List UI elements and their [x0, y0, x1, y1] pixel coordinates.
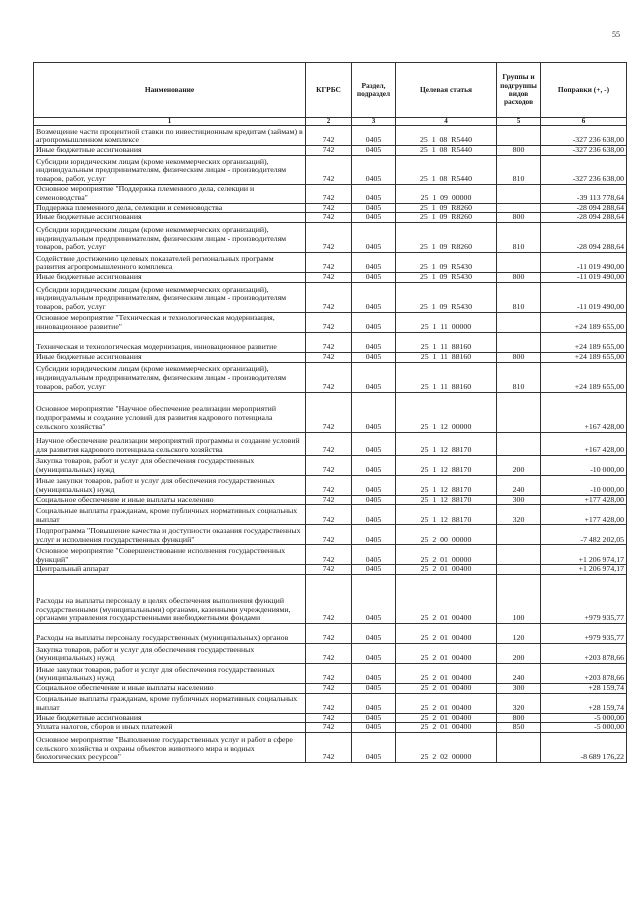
cell-name: Иные бюджетные ассигнования — [34, 213, 306, 223]
cell-kgrbs: 742 — [306, 253, 352, 273]
cell-expense-type: 240 — [497, 475, 541, 495]
cell-kgrbs: 742 — [306, 282, 352, 312]
table-row — [34, 624, 627, 644]
cell-item: 25 1 12 88170 — [396, 495, 497, 505]
cell-kgrbs: 742 — [306, 505, 352, 525]
table-body — [34, 126, 627, 763]
table-row — [34, 273, 627, 283]
cell-section: 0405 — [352, 713, 396, 723]
table-row — [34, 505, 627, 525]
cell-name: Иные бюджетные ассигнования — [34, 273, 306, 283]
cell-item: 25 1 08 R5440 — [396, 146, 497, 156]
cell-section: 0405 — [352, 565, 396, 575]
table-row — [34, 155, 627, 184]
cell-amendment: -11 019 490,00 — [541, 253, 627, 273]
table-row — [34, 184, 627, 203]
cell-expense-type: 320 — [497, 505, 541, 525]
cell-item: 25 1 08 R5440 — [396, 155, 497, 184]
table-row — [34, 693, 627, 713]
cell-item: 25 2 01 00400 — [396, 624, 497, 644]
cell-name: Основное мероприятие "Научное обеспечение реализации мероприятий подпрограммы и создание условий для развития кадрового потенциала сельского хозяйства" — [34, 392, 306, 432]
cell-section: 0405 — [352, 282, 396, 312]
cell-section: 0405 — [352, 352, 396, 362]
table-row — [34, 525, 627, 545]
cell-amendment: -327 236 638,00 — [541, 146, 627, 156]
table-row — [34, 575, 627, 624]
cell-amendment: +1 206 974,17 — [541, 545, 627, 565]
cell-expense-type: 200 — [497, 644, 541, 664]
cell-kgrbs: 742 — [306, 624, 352, 644]
cell-section: 0405 — [352, 362, 396, 392]
cell-item: 25 2 00 00000 — [396, 525, 497, 545]
cell-amendment: +177 428,00 — [541, 505, 627, 525]
cell-name: Основное мероприятие "Техническая и технологическая модернизация, инновационное развитие" — [34, 312, 306, 332]
table-row — [34, 664, 627, 684]
cell-expense-type — [497, 525, 541, 545]
cell-amendment: +167 428,00 — [541, 432, 627, 455]
table-row — [34, 545, 627, 565]
cell-item: 25 2 02 00000 — [396, 733, 497, 763]
table-row — [34, 455, 627, 475]
cell-section: 0405 — [352, 575, 396, 624]
cell-expense-type — [497, 332, 541, 352]
cell-name: Социальное обеспечение и иные выплаты населению — [34, 684, 306, 694]
cell-kgrbs: 742 — [306, 733, 352, 763]
cell-item: 25 2 01 00400 — [396, 713, 497, 723]
cell-name: Основное мероприятие "Выполнение государственных услуг и работ в сфере сельского хозяйства и охраны объектов животного мира и водных биологических ресурсов" — [34, 733, 306, 763]
cell-section: 0405 — [352, 155, 396, 184]
cell-amendment: -39 113 778,64 — [541, 184, 627, 203]
cell-item: 25 1 12 88170 — [396, 475, 497, 495]
cell-name: Техническая и технологическая модернизация, инновационное развитие — [34, 332, 306, 352]
cell-expense-type — [497, 432, 541, 455]
cell-kgrbs: 742 — [306, 565, 352, 575]
cell-name: Субсидии юридическим лицам (кроме некоммерческих организаций), индивидуальным предпринимателям, физическим лицам - производителям товаров, работ, услуг — [34, 282, 306, 312]
cell-name: Основное мероприятие "Совершенствование исполнения государственных функций" — [34, 545, 306, 565]
cell-amendment: -8 689 176,22 — [541, 733, 627, 763]
cell-name: Возмещение части процентной ставки по инвестиционным кредитам (займам) в агропромышленном комплексе — [34, 126, 306, 146]
cell-section: 0405 — [352, 644, 396, 664]
header-name: Наименование — [34, 63, 306, 118]
table-row — [34, 332, 627, 352]
cell-amendment: +203 878,66 — [541, 664, 627, 684]
cell-expense-type — [497, 312, 541, 332]
cell-name: Научное обеспечение реализации мероприятий программы и создание условий для развития кадрового потенциала сельского хозяйства — [34, 432, 306, 455]
cell-amendment: -10 000,00 — [541, 455, 627, 475]
cell-kgrbs: 742 — [306, 223, 352, 253]
cell-section: 0405 — [352, 693, 396, 713]
cell-item: 25 1 09 R5430 — [396, 273, 497, 283]
cell-amendment: -7 482 202,05 — [541, 525, 627, 545]
cell-name: Закупка товаров, работ и услуг для обеспечения государственных (муниципальных) нужд — [34, 644, 306, 664]
cell-amendment: +177 428,00 — [541, 495, 627, 505]
cell-item: 25 1 12 00000 — [396, 392, 497, 432]
cell-section: 0405 — [352, 432, 396, 455]
cell-amendment: -28 094 288,64 — [541, 223, 627, 253]
col-number: 2 — [306, 118, 352, 126]
cell-section: 0405 — [352, 684, 396, 694]
cell-section: 0405 — [352, 213, 396, 223]
cell-name: Уплата налогов, сборов и иных платежей — [34, 723, 306, 733]
cell-amendment: +28 159,74 — [541, 693, 627, 713]
cell-amendment: -5 000,00 — [541, 723, 627, 733]
cell-amendment: +167 428,00 — [541, 392, 627, 432]
column-number-row — [34, 118, 627, 126]
table-row — [34, 684, 627, 694]
cell-item: 25 1 09 R8260 — [396, 213, 497, 223]
cell-kgrbs: 742 — [306, 495, 352, 505]
table-row — [34, 146, 627, 156]
cell-expense-type — [497, 184, 541, 203]
cell-amendment: +24 189 655,00 — [541, 362, 627, 392]
cell-kgrbs: 742 — [306, 203, 352, 213]
cell-item: 25 1 11 88160 — [396, 332, 497, 352]
cell-amendment: +1 206 974,17 — [541, 565, 627, 575]
cell-name: Расходы на выплаты персоналу государственных (муниципальных) органов — [34, 624, 306, 644]
cell-item: 25 1 08 R5440 — [396, 126, 497, 146]
cell-item: 25 1 09 R8260 — [396, 203, 497, 213]
cell-item: 25 1 11 88160 — [396, 352, 497, 362]
cell-name: Социальные выплаты гражданам, кроме публичных нормативных социальных выплат — [34, 693, 306, 713]
cell-kgrbs: 742 — [306, 146, 352, 156]
cell-amendment: +24 189 655,00 — [541, 332, 627, 352]
cell-item: 25 1 12 88170 — [396, 432, 497, 455]
cell-expense-type — [497, 253, 541, 273]
cell-expense-type: 320 — [497, 693, 541, 713]
cell-item: 25 2 01 00400 — [396, 575, 497, 624]
cell-kgrbs: 742 — [306, 664, 352, 684]
cell-amendment: -327 236 638,00 — [541, 155, 627, 184]
cell-amendment: +28 159,74 — [541, 684, 627, 694]
cell-name: Иные закупки товаров, работ и услуг для обеспечения государственных (муниципальных) нужд — [34, 664, 306, 684]
cell-amendment: -28 094 288,64 — [541, 213, 627, 223]
cell-name: Иные бюджетные ассигнования — [34, 146, 306, 156]
cell-name: Центральный аппарат — [34, 565, 306, 575]
cell-expense-type: 800 — [497, 273, 541, 283]
col-number: 5 — [497, 118, 541, 126]
cell-name: Поддержка племенного дела, селекции и семеноводства — [34, 203, 306, 213]
cell-expense-type — [497, 733, 541, 763]
cell-amendment: +979 935,77 — [541, 624, 627, 644]
table-row — [34, 282, 627, 312]
cell-expense-type: 100 — [497, 575, 541, 624]
cell-section: 0405 — [352, 733, 396, 763]
cell-section: 0405 — [352, 146, 396, 156]
cell-amendment: -5 000,00 — [541, 713, 627, 723]
cell-kgrbs: 742 — [306, 475, 352, 495]
cell-name: Содействие достижению целевых показателей региональных программ развития агропромышленного комплекса — [34, 253, 306, 273]
cell-item: 25 1 11 00000 — [396, 312, 497, 332]
cell-amendment: -11 019 490,00 — [541, 273, 627, 283]
cell-expense-type: 810 — [497, 362, 541, 392]
cell-expense-type: 810 — [497, 223, 541, 253]
cell-kgrbs: 742 — [306, 713, 352, 723]
cell-amendment: -11 019 490,00 — [541, 282, 627, 312]
cell-item: 25 1 09 R5430 — [396, 282, 497, 312]
cell-amendment: -327 236 638,00 — [541, 126, 627, 146]
cell-item: 25 1 09 R8260 — [396, 223, 497, 253]
cell-name: Закупка товаров, работ и услуг для обеспечения государственных (муниципальных) нужд — [34, 455, 306, 475]
cell-item: 25 1 09 00000 — [396, 184, 497, 203]
cell-section: 0405 — [352, 525, 396, 545]
table-row — [34, 495, 627, 505]
cell-section: 0405 — [352, 126, 396, 146]
cell-section: 0405 — [352, 545, 396, 565]
cell-name: Подпрограмма "Повышение качества и доступности оказания государственных услуг и исполнения государственных функций" — [34, 525, 306, 545]
cell-section: 0405 — [352, 312, 396, 332]
cell-kgrbs: 742 — [306, 184, 352, 203]
cell-item: 25 2 01 00400 — [396, 693, 497, 713]
cell-item: 25 2 01 00400 — [396, 565, 497, 575]
col-number: 3 — [352, 118, 396, 126]
cell-kgrbs: 742 — [306, 723, 352, 733]
cell-kgrbs: 742 — [306, 545, 352, 565]
cell-amendment: +979 935,77 — [541, 575, 627, 624]
table-row — [34, 312, 627, 332]
cell-amendment: +203 878,66 — [541, 644, 627, 664]
cell-item: 25 1 12 88170 — [396, 505, 497, 525]
cell-item: 25 2 01 00400 — [396, 664, 497, 684]
table-row — [34, 733, 627, 763]
cell-expense-type: 240 — [497, 664, 541, 684]
cell-expense-type: 800 — [497, 352, 541, 362]
cell-item: 25 2 01 00000 — [396, 545, 497, 565]
col-number: 1 — [34, 118, 306, 126]
cell-kgrbs: 742 — [306, 155, 352, 184]
cell-item: 25 2 01 00400 — [396, 723, 497, 733]
table-row — [34, 644, 627, 664]
cell-expense-type: 200 — [497, 455, 541, 475]
table-row — [34, 723, 627, 733]
cell-kgrbs: 742 — [306, 432, 352, 455]
cell-section: 0405 — [352, 495, 396, 505]
cell-name: Расходы на выплаты персоналу в целях обеспечения выполнения функций государственными (муниципальными) органами, казенными учреждениями, органами управления государственными внебюджетными фондами — [34, 575, 306, 624]
cell-section: 0405 — [352, 505, 396, 525]
cell-name: Социальное обеспечение и иные выплаты населению — [34, 495, 306, 505]
cell-kgrbs: 742 — [306, 644, 352, 664]
cell-expense-type: 810 — [497, 282, 541, 312]
cell-amendment: +24 189 655,00 — [541, 352, 627, 362]
header-group: Группы и подгруппы видов расходов — [497, 63, 541, 118]
cell-section: 0405 — [352, 392, 396, 432]
cell-kgrbs: 742 — [306, 312, 352, 332]
table-row — [34, 223, 627, 253]
cell-expense-type: 300 — [497, 684, 541, 694]
cell-kgrbs: 742 — [306, 332, 352, 352]
table-row — [34, 253, 627, 273]
cell-section: 0405 — [352, 475, 396, 495]
cell-kgrbs: 742 — [306, 455, 352, 475]
cell-kgrbs: 742 — [306, 684, 352, 694]
cell-amendment: -28 094 288,64 — [541, 203, 627, 213]
cell-section: 0405 — [352, 664, 396, 684]
cell-expense-type: 800 — [497, 146, 541, 156]
cell-section: 0405 — [352, 223, 396, 253]
cell-item: 25 2 01 00400 — [396, 644, 497, 664]
cell-section: 0405 — [352, 253, 396, 273]
header-section: Раздел, подраздел — [352, 63, 396, 118]
table-row — [34, 565, 627, 575]
cell-name: Основное мероприятие "Поддержка племенного дела, селекции и семеноводства" — [34, 184, 306, 203]
cell-section: 0405 — [352, 624, 396, 644]
header-kgrbs: КГРБС — [306, 63, 352, 118]
cell-expense-type: 800 — [497, 213, 541, 223]
table-row — [34, 362, 627, 392]
cell-amendment: +24 189 655,00 — [541, 312, 627, 332]
cell-name: Субсидии юридическим лицам (кроме некоммерческих организаций), индивидуальным предпринимателям, физическим лицам - производителям товаров, работ, услуг — [34, 155, 306, 184]
table-row — [34, 126, 627, 146]
cell-kgrbs: 742 — [306, 525, 352, 545]
page-number: 55 — [612, 30, 620, 39]
cell-expense-type: 850 — [497, 723, 541, 733]
cell-item: 25 1 12 88170 — [396, 455, 497, 475]
cell-expense-type — [497, 545, 541, 565]
cell-section: 0405 — [352, 723, 396, 733]
table-row — [34, 352, 627, 362]
cell-kgrbs: 742 — [306, 352, 352, 362]
col-number: 4 — [396, 118, 497, 126]
cell-name: Иные закупки товаров, работ и услуг для обеспечения государственных (муниципальных) нужд — [34, 475, 306, 495]
cell-item: 25 1 11 88160 — [396, 362, 497, 392]
cell-kgrbs: 742 — [306, 392, 352, 432]
cell-item: 25 2 01 00400 — [396, 684, 497, 694]
cell-expense-type — [497, 392, 541, 432]
cell-name: Субсидии юридическим лицам (кроме некоммерческих организаций), индивидуальным предпринимателям, физическим лицам - производителям товаров, работ, услуг — [34, 223, 306, 253]
cell-name: Социальные выплаты гражданам, кроме публичных нормативных социальных выплат — [34, 505, 306, 525]
cell-name: Иные бюджетные ассигнования — [34, 352, 306, 362]
cell-item: 25 1 09 R5430 — [396, 253, 497, 273]
cell-section: 0405 — [352, 273, 396, 283]
cell-section: 0405 — [352, 203, 396, 213]
cell-section: 0405 — [352, 184, 396, 203]
cell-expense-type: 120 — [497, 624, 541, 644]
cell-name: Субсидии юридическим лицам (кроме некоммерческих организаций), индивидуальным предпринимателям, физическим лицам - производителям товаров, работ, услуг — [34, 362, 306, 392]
cell-section: 0405 — [352, 332, 396, 352]
cell-expense-type: 800 — [497, 713, 541, 723]
cell-section: 0405 — [352, 455, 396, 475]
table-row — [34, 432, 627, 455]
cell-expense-type — [497, 565, 541, 575]
header-amend: Поправки (+, -) — [541, 63, 627, 118]
cell-amendment: -10 000,00 — [541, 475, 627, 495]
cell-kgrbs: 742 — [306, 575, 352, 624]
cell-expense-type: 300 — [497, 495, 541, 505]
cell-expense-type — [497, 126, 541, 146]
table-row — [34, 213, 627, 223]
budget-amendments-table — [33, 62, 627, 763]
cell-kgrbs: 742 — [306, 213, 352, 223]
cell-expense-type: 810 — [497, 155, 541, 184]
cell-kgrbs: 742 — [306, 126, 352, 146]
table-row — [34, 475, 627, 495]
header-item: Целевая статья — [396, 63, 497, 118]
cell-kgrbs: 742 — [306, 362, 352, 392]
table-header-row — [34, 63, 627, 118]
cell-name: Иные бюджетные ассигнования — [34, 713, 306, 723]
cell-kgrbs: 742 — [306, 273, 352, 283]
col-number: 6 — [541, 118, 627, 126]
table-row — [34, 392, 627, 432]
cell-kgrbs: 742 — [306, 693, 352, 713]
